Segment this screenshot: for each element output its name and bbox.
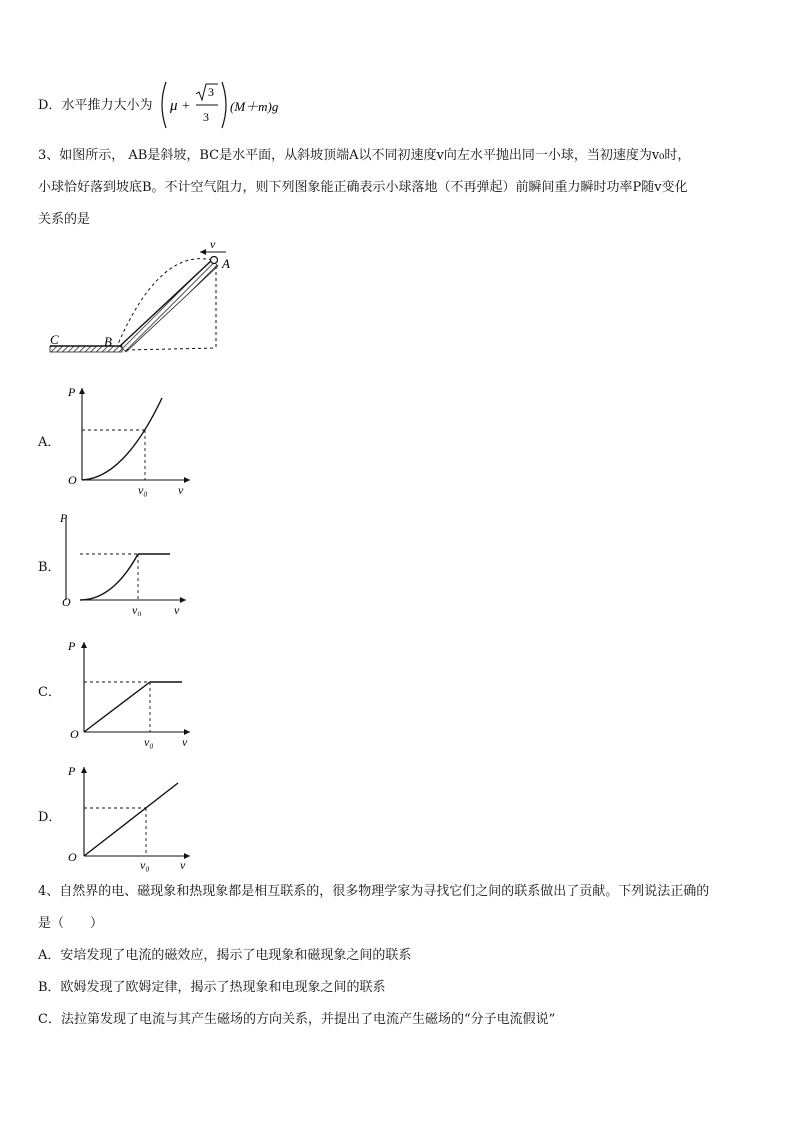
axis-v-label: v bbox=[182, 735, 188, 749]
axis-v-label: v bbox=[180, 858, 186, 872]
curve bbox=[84, 783, 178, 856]
q4-stem-line2: 是（ ） bbox=[38, 916, 104, 931]
velocity-label: v bbox=[210, 238, 216, 251]
curve bbox=[82, 398, 162, 480]
graph-option-b bbox=[58, 508, 193, 616]
axis-p-label: P bbox=[68, 764, 76, 778]
axis-p-label: P bbox=[68, 639, 76, 653]
formula-mu-sqrt3 bbox=[158, 80, 298, 130]
slope-incline bbox=[120, 260, 218, 352]
graph-option-a bbox=[64, 382, 199, 497]
axis-v-label: v bbox=[178, 483, 184, 497]
axis-p-label: P bbox=[60, 511, 68, 525]
formula-plus: + bbox=[182, 99, 190, 114]
v0-label: v₀ bbox=[132, 603, 142, 616]
graph-option-d bbox=[64, 757, 199, 872]
ball bbox=[211, 257, 218, 264]
q4-stem-line1: 4、自然界的电、磁现象和热现象都是相互联系的，很多物理学家为寻找它们之间的联系做出了贡献。下列说法正确的 bbox=[38, 884, 710, 899]
point-a-label: A bbox=[222, 256, 230, 271]
q4-option-b: B．欧姆发现了欧姆定律，揭示了热现象和电现象之间的联系 bbox=[38, 980, 386, 995]
q3-stem-line3: 关系的是 bbox=[38, 212, 91, 227]
formula-mu: μ bbox=[170, 98, 178, 114]
origin-label: O bbox=[62, 595, 71, 609]
v0-label: v₀ bbox=[144, 735, 154, 749]
q3-option-b-label: B． bbox=[38, 560, 61, 575]
q2-option-d bbox=[38, 97, 152, 115]
option-label: D． bbox=[38, 98, 62, 113]
option-text: 水平推力大小为 bbox=[61, 98, 153, 113]
origin-label: O bbox=[68, 473, 77, 487]
q3-stem-line1: 3、如图所示， AB是斜坡，BC是水平面，从斜坡顶端A以不同初速度v向左水平抛出同一小球，当初速度为v₀时， bbox=[38, 148, 691, 163]
q3-option-d-label: D． bbox=[38, 810, 62, 825]
formula-tail: (M＋m)g bbox=[230, 99, 279, 114]
axis-p-label: P bbox=[68, 385, 76, 399]
q4-option-c: C．法拉第发现了电流与其产生磁场的方向关系，并提出了电流产生磁场的“分子电流假说” bbox=[38, 1012, 556, 1027]
formula-den: 3 bbox=[203, 110, 209, 124]
graph-option-c bbox=[64, 634, 199, 749]
point-b-label: B bbox=[104, 334, 112, 349]
curve bbox=[80, 554, 138, 600]
curve bbox=[84, 682, 150, 732]
v0-label: v₀ bbox=[138, 483, 148, 497]
trajectory-curve bbox=[118, 259, 212, 344]
formula-sqrt-num: 3 bbox=[208, 85, 214, 99]
point-c-label: C bbox=[50, 332, 59, 347]
v0-label: v₀ bbox=[140, 858, 150, 872]
axis-v-label: v bbox=[174, 603, 180, 616]
origin-label: O bbox=[70, 727, 79, 741]
q3-stem-line2: 小球恰好落到坡底B。不计空气阻力，则下列图象能正确表示小球落地（不再弹起）前瞬间重力瞬时功率P随v变化 bbox=[38, 180, 688, 195]
q4-option-a: A．安培发现了电流的磁效应，揭示了电现象和磁现象之间的联系 bbox=[38, 948, 412, 963]
q3-option-c-label: C． bbox=[38, 685, 61, 700]
slope-figure bbox=[40, 238, 250, 360]
q3-option-a-label: A． bbox=[38, 435, 61, 450]
origin-label: O bbox=[68, 850, 77, 864]
